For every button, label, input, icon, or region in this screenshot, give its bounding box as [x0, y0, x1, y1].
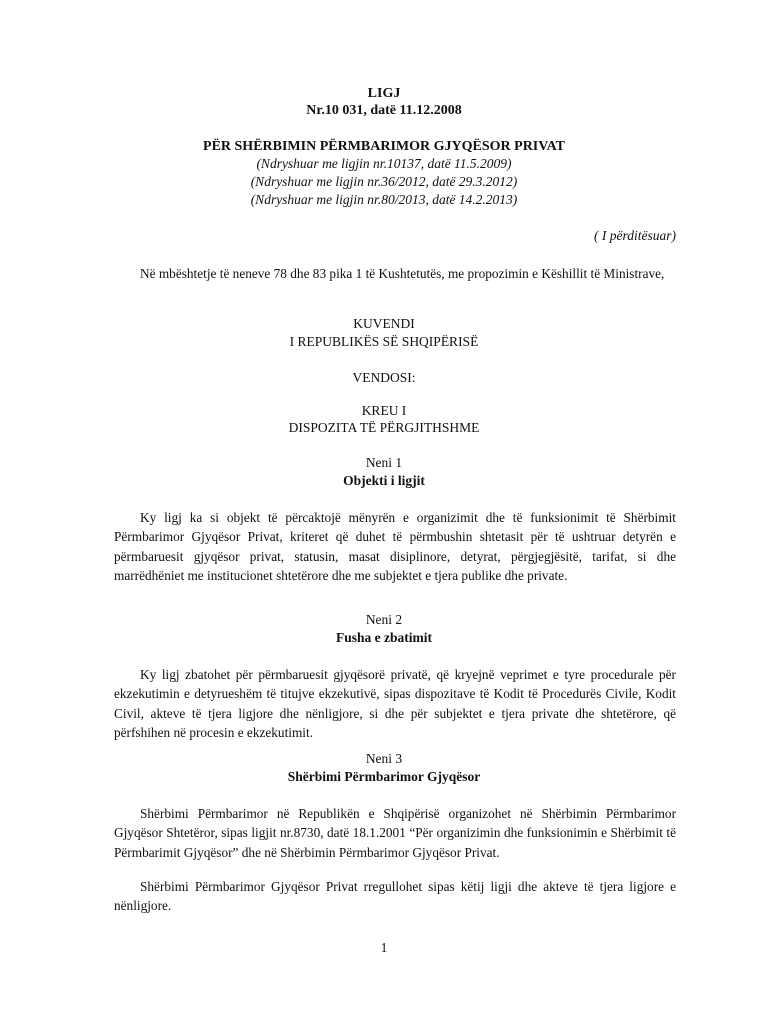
law-number: Nr.10 031, datë 11.12.2008 — [306, 103, 462, 118]
chapter-number: KREU I — [361, 403, 407, 418]
chapter-title: DISPOZITA TË PËRGJITHSHME — [288, 420, 480, 435]
law-title: LIGJ — [367, 86, 401, 101]
article-3-title: Shërbimi Përmbarimor Gjyqësor — [287, 769, 481, 784]
article-1-number: Neni 1 — [365, 455, 403, 470]
assembly-name: KUVENDI — [353, 316, 415, 331]
amendment-3: (Ndryshuar me ligjin nr.80/2013, datë 14.2.2013) — [250, 192, 518, 207]
article-2-number: Neni 2 — [365, 612, 403, 627]
page-number: 1 — [380, 940, 388, 955]
article-3-paragraph-2: Shërbimi Përmbarimor Gjyqësor Privat rregullohet sipas këtij ligji dhe akteve të tjera ligjore e nënligjore. — [114, 879, 676, 914]
article-2-title: Fusha e zbatimit — [336, 630, 432, 645]
law-subject: PËR SHËRBIMIN PËRMBARIMOR GJYQËSOR PRIVAT — [203, 139, 565, 154]
article-3-number: Neni 3 — [365, 751, 403, 766]
article-1-paragraph: Ky ligj ka si objekt të përcaktojë mënyrën e organizimit dhe të funksionimit të Shërbimit Përmbarimor Gjyqësor Privat, kriteret që duhet të përmbushin shtetasit për të ushtruar detyrën e përmbaruesit gjyqësor privat, statusin, masat disiplinore, detyrat, përgjegjësitë, tarifat, si dhe marrëdhëniet me institucionet shtetërore dhe me subjektet e tjera publike dhe private. — [114, 510, 676, 583]
article-3-paragraph-1: Shërbimi Përmbarimor në Republikën e Shqipërisë organizohet në Shërbimin Përmbarimor Gjyqësor Shtetëror, sipas ligjit nr.8730, datë 18.1.2001 “Për organizimin dhe funksionimin e Shërbimit të Përmbarimit Gjyqësor” dhe në Shërbimin Përmbarimor Gjyqësor Privat. — [114, 806, 676, 860]
article-2-paragraph: Ky ligj zbatohet për përmbaruesit gjyqësorë privatë, që kryejnë veprimet e tyre procedurale për ekzekutimin e detyrueshëm të titujve ekzekutivë, sipas dispozitave të Kodit të Procedurës Civile, Kodit Civil, akteve të tjera ligjore dhe nënligjore, si dhe për subjektet e tjera private dhe shtetërore, që përfshihen në procesin e ekzekutimit. — [114, 667, 676, 740]
updated-status: ( I përditësuar) — [594, 228, 676, 243]
assembly-republic: I REPUBLIKËS SË SHQIPËRISË — [289, 334, 479, 349]
amendment-2: (Ndryshuar me ligjin nr.36/2012, datë 29.3.2012) — [250, 174, 518, 189]
article-1-title: Objekti i ligjit — [343, 473, 425, 488]
decides-heading: VENDOSI: — [352, 370, 416, 385]
amendment-1: (Ndryshuar me ligjin nr.10137, datë 11.5.2009) — [256, 156, 512, 171]
preamble-paragraph: Në mbështetje të neneve 78 dhe 83 pika 1 të Kushtetutës, me propozimin e Këshillit të Ministrave, — [140, 266, 665, 281]
